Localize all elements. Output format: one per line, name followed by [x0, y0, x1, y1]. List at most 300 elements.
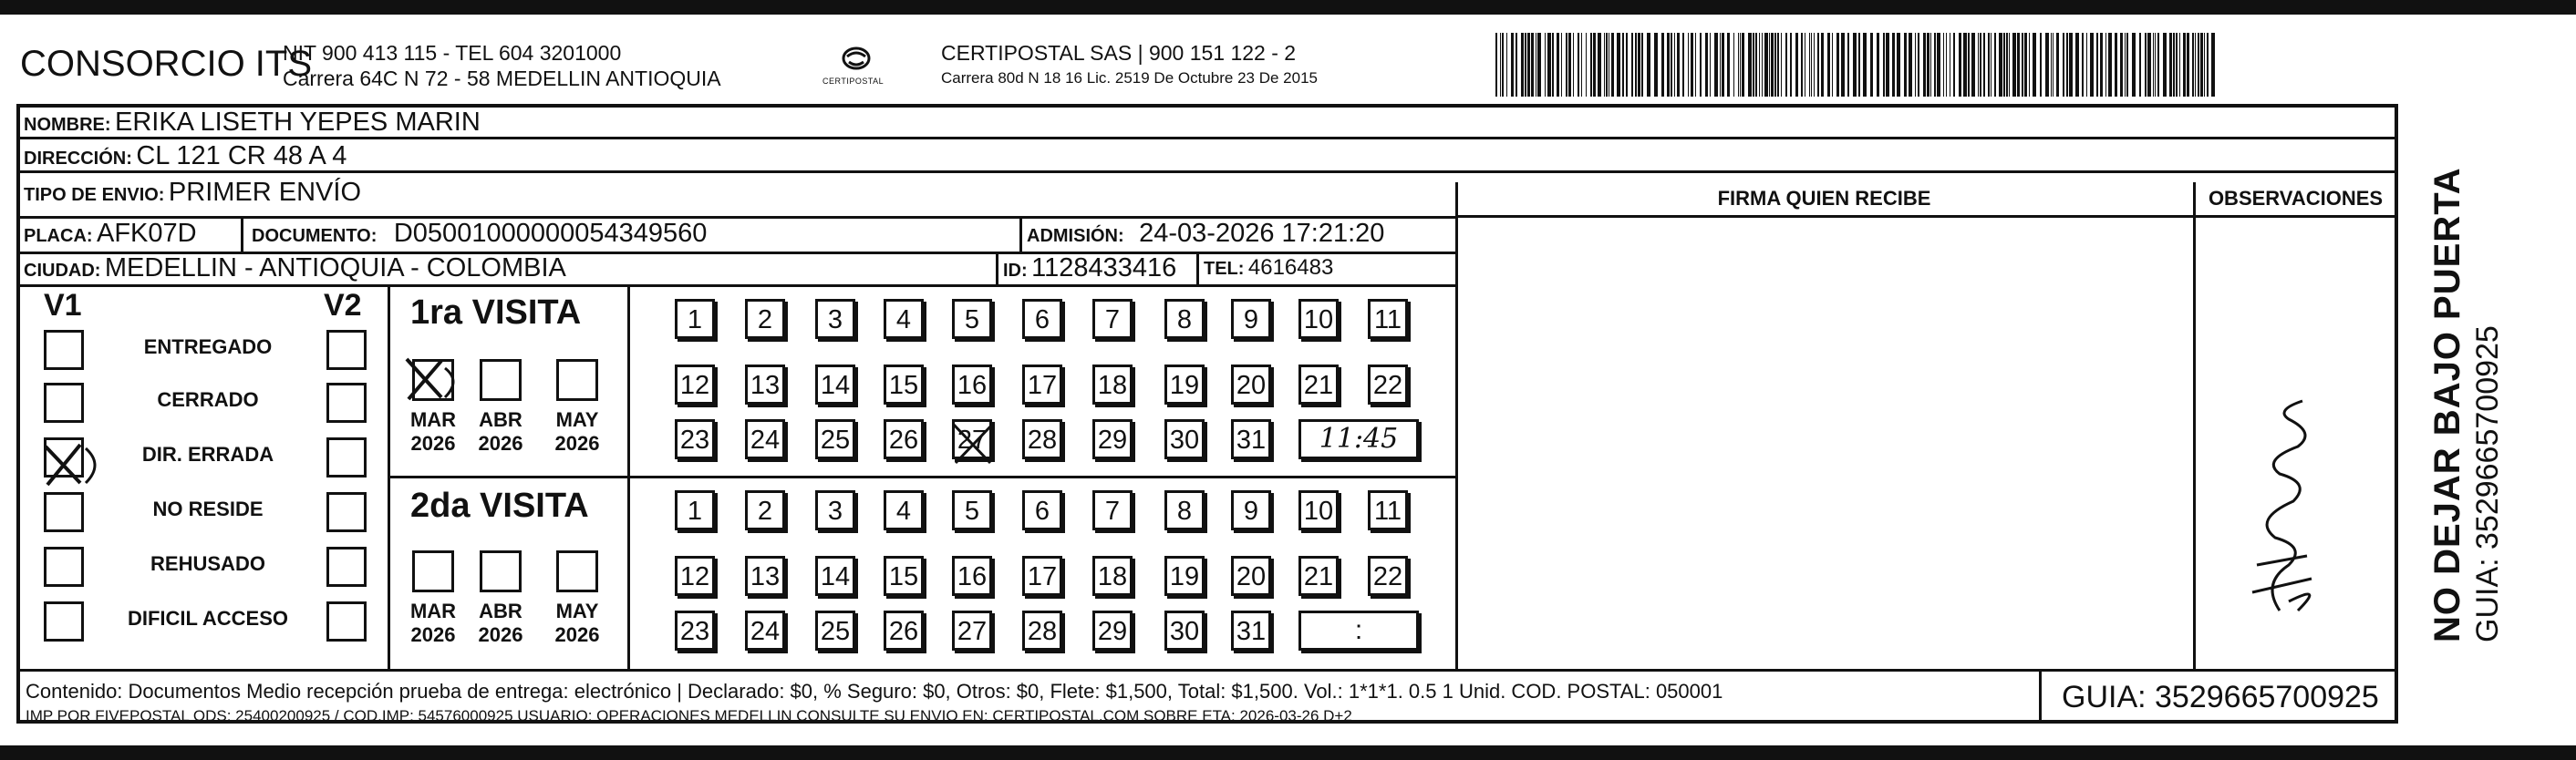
second-visit-time[interactable]: : [1298, 611, 1419, 651]
certipostal-logo-icon [825, 38, 891, 102]
barcode-bar [1795, 33, 1798, 97]
barcode-bar [1999, 33, 2002, 97]
day-box-6[interactable]: 6 [1022, 299, 1062, 339]
barcode-bar [1790, 33, 1792, 97]
barcode-bar [1573, 33, 1574, 97]
day-box-31[interactable]: 31 [1231, 611, 1271, 651]
company-nit-line: NIT 900 413 115 - TEL 604 3201000 [283, 41, 622, 65]
barcode-bar [1777, 33, 1779, 97]
month-label [550, 408, 605, 456]
month-name: ABR [479, 600, 522, 622]
day-box-13[interactable]: 13 [745, 556, 785, 596]
barcode-bar [2024, 33, 2027, 97]
day-box-14[interactable]: 14 [815, 365, 855, 405]
day-box-15[interactable]: 15 [884, 556, 924, 596]
day-box-8[interactable]: 8 [1164, 490, 1205, 530]
status-label: NO RESIDE [152, 498, 264, 520]
admision-label: ADMISIÓN: [1027, 226, 1124, 246]
barcode-bar [1688, 33, 1689, 97]
barcode-bar [1727, 33, 1730, 97]
barcode-bar [2192, 33, 2194, 97]
barcode-bar [2051, 33, 2052, 97]
barcode-bar [1738, 33, 1739, 97]
day-box-12[interactable]: 12 [675, 556, 715, 596]
barcode-bar [1994, 33, 1996, 97]
barcode-bar [2147, 33, 2151, 97]
barcode-bar [2153, 33, 2154, 97]
v2-checkbox[interactable] [326, 383, 367, 423]
barcode-bar [2045, 33, 2049, 97]
barcode-bar [2200, 33, 2203, 97]
barcode-bar [1695, 33, 1696, 97]
barcode-bar [1959, 33, 1961, 97]
month-name: MAR [409, 600, 457, 622]
tipo-envio-value: PRIMER ENVÍO [168, 178, 362, 207]
day-box-25[interactable]: 25 [815, 611, 855, 651]
barcode-bar [1841, 33, 1845, 97]
day-box-18[interactable]: 18 [1092, 556, 1133, 596]
day-box-7[interactable]: 7 [1092, 299, 1133, 339]
id-label: ID: [1003, 261, 1028, 281]
direccion-field [24, 141, 347, 171]
barcode-bar [1671, 33, 1672, 97]
v2-checkbox[interactable] [326, 330, 367, 370]
day-box-26[interactable]: 26 [884, 611, 924, 651]
day-box-28[interactable]: 28 [1022, 611, 1062, 651]
barcode-bar [2163, 33, 2167, 97]
day-box-2[interactable]: 2 [745, 299, 785, 339]
day-box-11[interactable]: 11 [1368, 490, 1408, 530]
day-box-29[interactable]: 29 [1092, 611, 1133, 651]
barcode-bar [2009, 33, 2010, 97]
barcode-bar [1853, 33, 1857, 97]
barcode-bar [1897, 33, 1900, 97]
month-label [473, 408, 528, 456]
day-box-18[interactable]: 18 [1092, 365, 1133, 405]
day-box-26[interactable]: 26 [884, 419, 924, 459]
first-visit-title: 1ra VISITA [410, 293, 582, 332]
day-box-31[interactable]: 31 [1231, 419, 1271, 459]
day-box-3[interactable]: 3 [815, 490, 855, 530]
v1-checkbox[interactable] [44, 547, 84, 587]
day-box-20[interactable]: 20 [1231, 365, 1271, 405]
barcode-bar [1836, 33, 1839, 97]
side-guia-number: GUIA: 3529665700925 [2470, 325, 2505, 642]
v2-checkbox[interactable] [326, 547, 367, 587]
barcode-bar [2211, 33, 2215, 97]
nombre-field [24, 108, 481, 138]
v2-checkbox[interactable] [326, 437, 367, 478]
barcode-bar [2155, 33, 2156, 97]
barcode-bar [2176, 33, 2178, 97]
divider [1019, 216, 1022, 252]
placa-field [24, 219, 197, 249]
v2-header: V2 [324, 288, 362, 323]
day-box-12[interactable]: 12 [675, 365, 715, 405]
barcode-bar [1863, 33, 1867, 97]
admision-value: 24-03-2026 17:21:20 [1139, 219, 1385, 248]
barcode-bar [1557, 33, 1559, 97]
barcode-bar [2125, 33, 2126, 97]
day-box-17[interactable]: 17 [1022, 556, 1062, 596]
barcode-bar [1733, 33, 1734, 97]
divider [996, 252, 998, 284]
day-box-19[interactable]: 19 [1164, 556, 1205, 596]
barcode-bar [1892, 33, 1895, 97]
observaciones-header: OBSERVACIONES [2208, 187, 2384, 210]
guia-number: GUIA: 3529665700925 [2039, 671, 2398, 724]
month-checkbox-mar[interactable] [412, 359, 454, 401]
certipostal-info [941, 40, 1318, 91]
barcode-bar [1682, 33, 1684, 97]
direccion-label: DIRECCIÓN: [24, 149, 132, 169]
day-box-9[interactable]: 9 [1231, 490, 1271, 530]
id-value: 1128433416 [1031, 253, 1177, 282]
barcode-bar [1674, 33, 1675, 97]
company-info [283, 40, 721, 91]
divider [388, 476, 1455, 478]
barcode-bar [2100, 33, 2103, 97]
month-checkbox-abr[interactable] [480, 359, 522, 401]
divider [16, 170, 2398, 173]
barcode-bar [2090, 33, 2094, 97]
barcode-bar [2069, 33, 2073, 97]
barcode-bar [2082, 33, 2084, 97]
v1-checkbox[interactable] [44, 383, 84, 423]
barcode-bar [1617, 33, 1620, 97]
barcode-bar [1886, 33, 1889, 97]
certipostal-license: Carrera 80d N 18 16 Lic. 2519 De Octubre 23 De 2015 [941, 69, 1318, 87]
barcode-bar [2075, 33, 2079, 97]
barcode-bar [1631, 33, 1633, 97]
first-visit-time[interactable]: 11:45 [1298, 419, 1419, 459]
day-box-5[interactable]: 5 [952, 490, 992, 530]
direccion-value: CL 121 CR 48 A 4 [136, 141, 347, 170]
barcode-bar [1934, 33, 1936, 97]
barcode-bar [1927, 33, 1929, 97]
barcode-bar [1654, 33, 1658, 97]
day-box-16[interactable]: 16 [952, 556, 992, 596]
barcode-bar [1622, 33, 1624, 97]
barcode-bar [1516, 33, 1517, 97]
barcode-bar [1814, 33, 1815, 97]
barcode-bar [2040, 33, 2042, 97]
month-name: ABR [479, 408, 522, 431]
month-year: 2026 [478, 432, 523, 455]
barcode-bar [1537, 33, 1541, 97]
month-checkbox-may[interactable] [556, 359, 598, 401]
barcode-bar [1667, 33, 1670, 97]
barcode-bar [2169, 33, 2172, 97]
month-label [473, 600, 528, 647]
day-box-6[interactable]: 6 [1022, 490, 1062, 530]
barcode-bar [2066, 33, 2068, 97]
divider [2193, 182, 2196, 669]
divider [388, 284, 390, 669]
status-label: ENTREGADO [143, 335, 273, 358]
day-box-30[interactable]: 30 [1164, 611, 1205, 651]
day-box-21[interactable]: 21 [1298, 556, 1339, 596]
day-box-1[interactable]: 1 [675, 490, 715, 530]
barcode-bar [2017, 33, 2020, 97]
barcode-bar [1635, 33, 1637, 97]
barcode-bar [1821, 33, 1824, 97]
day-box-4[interactable]: 4 [884, 490, 924, 530]
month-name: MAY [555, 600, 599, 622]
status-label: CERRADO [157, 388, 259, 411]
barcode-bar [2022, 33, 2023, 97]
day-box-8[interactable]: 8 [1164, 299, 1205, 339]
barcode-bar [1817, 33, 1819, 97]
barcode-bar [2195, 33, 2196, 97]
barcode-bar [1909, 33, 1912, 97]
divider [1455, 182, 1458, 669]
barcode-bar [1722, 33, 1724, 97]
barcode-bar [2056, 33, 2059, 97]
barcode-bar [2033, 33, 2036, 97]
barcode-bar [1953, 33, 1955, 97]
day-box-24[interactable]: 24 [745, 611, 785, 651]
barcode-bar [1978, 33, 1979, 97]
v2-checkbox[interactable] [326, 601, 367, 642]
barcode-bar [1983, 33, 1985, 97]
month-checkbox-mar[interactable] [412, 550, 454, 592]
documento-value: D05001000000054349560 [393, 219, 708, 248]
barcode-bar [1918, 33, 1919, 97]
day-box-28[interactable]: 28 [1022, 419, 1062, 459]
day-box-17[interactable]: 17 [1022, 365, 1062, 405]
ciudad-value: MEDELLIN - ANTIOQUIA - COLOMBIA [104, 253, 566, 282]
day-box-9[interactable]: 9 [1231, 299, 1271, 339]
day-box-22[interactable]: 22 [1368, 365, 1408, 405]
barcode-bar [1525, 33, 1526, 97]
tel-field [1204, 255, 1333, 281]
tel-value: 4616483 [1247, 255, 1334, 280]
nombre-value: ERIKA LISETH YEPES MARIN [115, 108, 481, 137]
barcode-bar [1755, 33, 1757, 97]
day-box-3[interactable]: 3 [815, 299, 855, 339]
day-box-20[interactable]: 20 [1231, 556, 1271, 596]
company-address-line: Carrera 64C N 72 - 58 MEDELLIN ANTIOQUIA [283, 67, 721, 90]
barcode-bar [2012, 33, 2016, 97]
id-field [1003, 253, 1176, 283]
no-dejar-bajo-puerta: NO DEJAR BAJO PUERTA [2427, 167, 2467, 642]
barcode-bar [2179, 33, 2180, 97]
barcode-bar [1870, 33, 1873, 97]
barcode-bar [1700, 33, 1702, 97]
day-box-16[interactable]: 16 [952, 365, 992, 405]
barcode-bar [2115, 33, 2117, 97]
barcode-bar [1677, 33, 1680, 97]
barcode-bar [1781, 33, 1782, 97]
barcode-bar [1502, 33, 1504, 97]
barcode-bar [1858, 33, 1860, 97]
barcode-bar [1590, 33, 1592, 97]
tel-label: TEL: [1204, 259, 1245, 279]
day-box-21[interactable]: 21 [1298, 365, 1339, 405]
barcode-bar [2006, 33, 2008, 97]
day-box-10[interactable]: 10 [1298, 490, 1339, 530]
barcode-bar [1968, 33, 1970, 97]
day-box-27[interactable]: 27 [952, 611, 992, 651]
documento-field [252, 219, 707, 249]
barcode-bar [1568, 33, 1571, 97]
barcode-bar [1720, 33, 1721, 97]
print-info: IMP POR FIVEPOSTAL ODS: 25400200925 / COD.IMP: 54576000925 USUARIO: OPERACIONES MEDELLIN CONSULTE SU ENVIO EN: CERTIPOSTAL.COM SOBRE ETA: 2026-03-26 D+2 [26, 707, 1352, 724]
barcode-bar [2029, 33, 2030, 97]
barcode-bar [1769, 33, 1770, 97]
barcode-bar [1561, 33, 1562, 97]
day-box-22[interactable]: 22 [1368, 556, 1408, 596]
barcode-bar [1762, 33, 1763, 97]
barcode-bar [1809, 33, 1810, 97]
v1-checkbox[interactable] [44, 492, 84, 532]
barcode-bar [1578, 33, 1579, 97]
day-box-29[interactable]: 29 [1092, 419, 1133, 459]
status-label: REHUSADO [150, 552, 265, 575]
barcode-bar [2108, 33, 2112, 97]
barcode-bar [2145, 33, 2147, 97]
barcode-bar [1500, 33, 1501, 97]
v1-checkbox[interactable] [44, 330, 84, 370]
barcode-bar [1915, 33, 1916, 97]
barcode-bar [1883, 33, 1885, 97]
day-box-2[interactable]: 2 [745, 490, 785, 530]
barcode-bar [2132, 33, 2136, 97]
day-box-24[interactable]: 24 [745, 419, 785, 459]
day-box-10[interactable]: 10 [1298, 299, 1339, 339]
v1-checkbox[interactable] [44, 601, 84, 642]
barcode-bar [1495, 33, 1497, 97]
day-box-15[interactable]: 15 [884, 365, 924, 405]
company-name: CONSORCIO ITS [20, 44, 313, 84]
certipostal-nit: CERTIPOSTAL SAS | 900 151 122 - 2 [941, 41, 1297, 65]
v1-header: V1 [44, 288, 82, 323]
month-label [550, 600, 605, 647]
barcode-bar [1785, 33, 1787, 97]
barcode-bar [1552, 33, 1554, 97]
barcode-bar [1877, 33, 1879, 97]
day-box-23[interactable]: 23 [675, 419, 715, 459]
barcode-bar [1604, 33, 1605, 97]
barcode-bar [1647, 33, 1650, 97]
barcode-bar [2183, 33, 2186, 97]
month-label [406, 600, 460, 647]
barcode-bar [1742, 33, 1744, 97]
day-box-30[interactable]: 30 [1164, 419, 1205, 459]
barcode-bar [1581, 33, 1582, 97]
divider [241, 216, 243, 252]
month-year: 2026 [554, 432, 600, 455]
documento-label: DOCUMENTO: [252, 226, 378, 246]
v1-checkbox[interactable] [44, 437, 84, 478]
barcode-bar [2096, 33, 2098, 97]
second-visit-title: 2da VISITA [410, 487, 589, 525]
barcode-bar [1661, 33, 1664, 97]
day-box-19[interactable]: 19 [1164, 365, 1205, 405]
barcode-bar [1705, 33, 1708, 97]
barcode-bar [1691, 33, 1693, 97]
barcode-bar [2086, 33, 2087, 97]
month-year: 2026 [410, 623, 456, 646]
barcode-bar [1930, 33, 1931, 97]
barcode-bar [1946, 33, 1947, 97]
month-year: 2026 [554, 623, 600, 646]
divider [1196, 252, 1199, 284]
top-edge-bar [0, 0, 2576, 15]
barcode-bar [1988, 33, 1990, 97]
ciudad-label: CIUDAD: [24, 261, 101, 281]
barcode-bar [1710, 33, 1711, 97]
nombre-label: NOMBRE: [24, 115, 111, 135]
barcode-bar [1611, 33, 1614, 97]
day-box-7[interactable]: 7 [1092, 490, 1133, 530]
barcode-bar [2120, 33, 2123, 97]
barcode-bar [2139, 33, 2141, 97]
admision-field [1027, 219, 1384, 249]
barcode-bar [1801, 33, 1803, 97]
barcode-bar [1586, 33, 1587, 97]
logo-caption: CERTIPOSTAL [822, 77, 885, 86]
day-box-25[interactable]: 25 [815, 419, 855, 459]
barcode-bar [2003, 33, 2005, 97]
barcode-bar [2187, 33, 2189, 97]
barcode-bar [1980, 33, 1981, 97]
v2-checkbox[interactable] [326, 492, 367, 532]
barcode-bar [1531, 33, 1534, 97]
day-box-11[interactable]: 11 [1368, 299, 1408, 339]
barcode-bar [2157, 33, 2159, 97]
barcode-bar [1943, 33, 1944, 97]
status-label: DIR. ERRADA [141, 443, 274, 466]
barcode-bar [1638, 33, 1640, 97]
barcode-bar [1527, 33, 1530, 97]
divider [1455, 215, 2398, 218]
day-box-1[interactable]: 1 [675, 299, 715, 339]
barcode-bar [1598, 33, 1601, 97]
barcode-bar [1714, 33, 1718, 97]
barcode-bar [1511, 33, 1514, 97]
barcode-bar [1774, 33, 1776, 97]
barcode-bar [1748, 33, 1752, 97]
month-checkbox-abr[interactable] [480, 550, 522, 592]
barcode-bar [1847, 33, 1849, 97]
day-box-5[interactable]: 5 [952, 299, 992, 339]
month-year: 2026 [410, 432, 456, 455]
barcode-bar [1764, 33, 1768, 97]
day-box-13[interactable]: 13 [745, 365, 785, 405]
day-box-27[interactable]: 27 [952, 419, 992, 459]
day-box-23[interactable]: 23 [675, 611, 715, 651]
barcode-bar [2063, 33, 2064, 97]
barcode [1495, 33, 2225, 97]
barcode-bar [1923, 33, 1926, 97]
month-checkbox-may[interactable] [556, 550, 598, 592]
barcode-bar [1545, 33, 1546, 97]
day-box-4[interactable]: 4 [884, 299, 924, 339]
month-label [406, 408, 460, 456]
tipo-envio-field [24, 178, 361, 208]
barcode-bar [1811, 33, 1812, 97]
day-box-14[interactable]: 14 [815, 556, 855, 596]
barcode-bar [2126, 33, 2128, 97]
barcode-bar [1963, 33, 1967, 97]
barcode-bar [2053, 33, 2054, 97]
barcode-bar [1759, 33, 1760, 97]
barcode-bar [1740, 33, 1741, 97]
bottom-edge-bar [0, 745, 2576, 760]
content-summary: Contenido: Documentos Medio recepción prueba de entrega: electrónico | Declarado: $0, % Seguro: $0, Otros: $0, Flete: $1,500, Total: $1,500. Vol.: 1*1*1. 0.5 1 Unid. COD. POSTAL: 050001 [26, 680, 1723, 703]
